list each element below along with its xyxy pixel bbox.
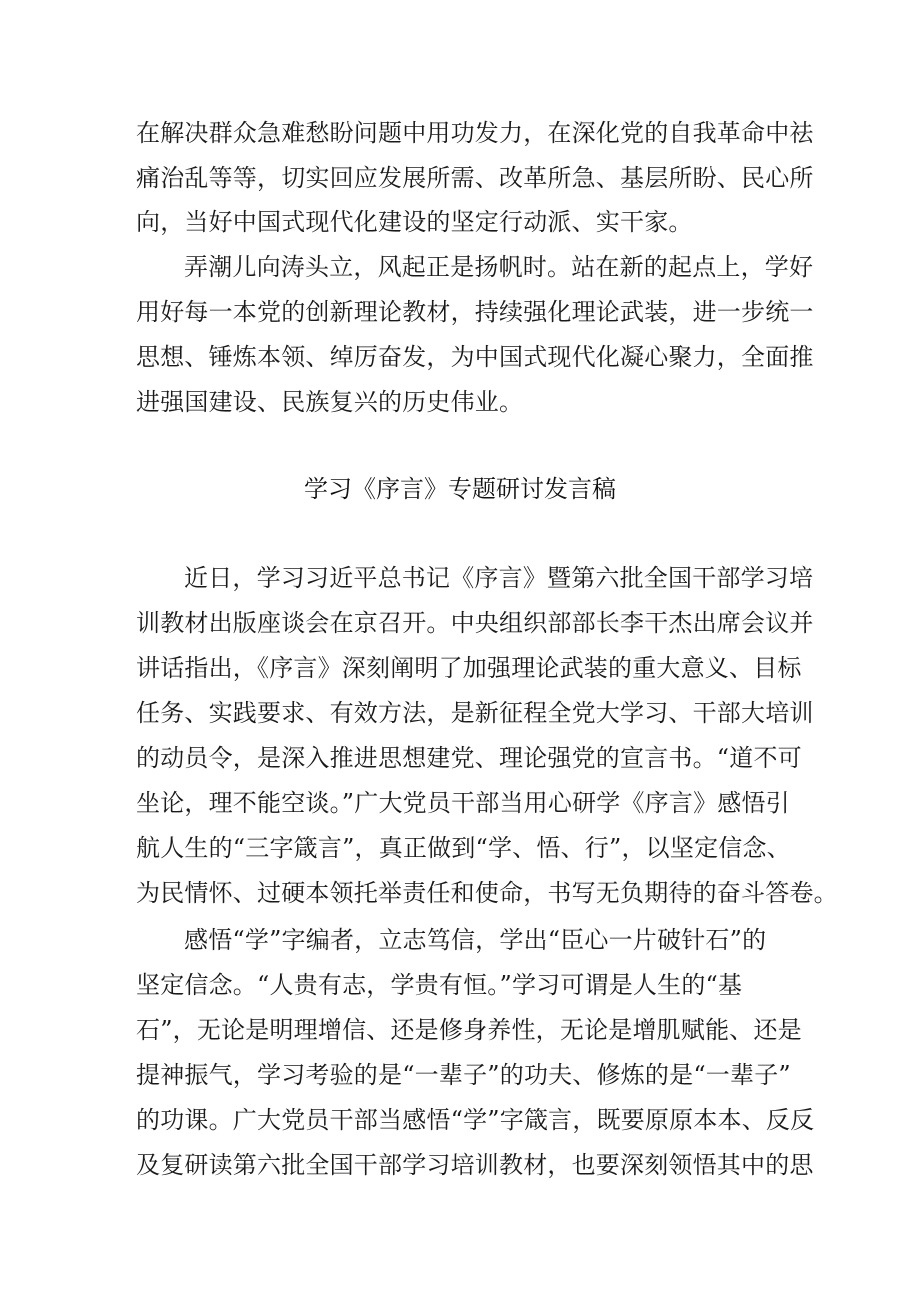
paragraph-line: 航人生的“三字箴言”，真正做到“学、悟、行”，以坚定信念、 [136, 834, 791, 862]
paragraph-line: 痛治乱等等，切实回应发展所需、改革所急、基层所盼、民心所 [136, 164, 814, 192]
paragraph-line: 的动员令，是深入推进思想建党、理论强党的宣言书。“道不可 [136, 744, 802, 772]
paragraph-line: 弄潮儿向涛头立，风起正是扬帆时。站在新的起点上，学好 [184, 253, 814, 281]
paragraph-line: 任务、实践要求、有效方法，是新征程全党大学习、干部大培训 [136, 699, 814, 727]
paragraph-line: 提神振气，学习考验的是“一辈子”的功夫、修炼的是“一辈子” [136, 1061, 791, 1089]
paragraph-line: 坐论，理不能空谈。”广大党员干部当用心研学《序言》感悟引 [136, 789, 790, 817]
paragraph-line: 在解决群众急难愁盼问题中用功发力，在深化党的自我革命中祛 [136, 119, 814, 147]
paragraph-line: 向，当好中国式现代化建设的坚定行动派、实干家。 [136, 208, 693, 236]
paragraph-line: 思想、锤炼本领、绰厉奋发，为中国式现代化凝心聚力，全面推 [136, 343, 814, 371]
paragraph-line: 及复研读第六批全国干部学习培训教材，也要深刻领悟其中的思 [136, 1151, 814, 1179]
paragraph-line: 近日，学习习近平总书记《序言》暨第六批全国干部学习培 [184, 564, 814, 592]
paragraph-line: 坚定信念。“人贵有志，学贵有恒。”学习可谓是人生的“基 [136, 971, 743, 999]
paragraph-line: 感悟“学”字编者，立志笃信，学出“臣心一片破针石”的 [184, 926, 767, 954]
article-title: 学习《序言》专题研讨发言稿 [304, 475, 616, 503]
paragraph-line: 石”，无论是明理增信、还是修身养性，无论是增肌赋能、还是 [136, 1016, 802, 1044]
paragraph-line: 的功课。广大党员干部当感悟“学”字箴言，既要原原本本、反反 [136, 1106, 815, 1134]
paragraph-line: 为民情怀、过硬本领托举责任和使命，书写无负期待的奋斗答卷。 [136, 879, 838, 907]
paragraph-line: 训教材出版座谈会在京召开。中央组织部部长李干杰出席会议并 [136, 609, 814, 637]
paragraph-line: 讲话指出，《序言》深刻阐明了加强理论武装的重大意义、目标 [136, 654, 802, 682]
paragraph-line: 用好每一本党的创新理论教材，持续强化理论武装，进一步统一 [136, 298, 814, 326]
paragraph-line: 进强国建设、民族复兴的历史伟业。 [136, 388, 524, 416]
